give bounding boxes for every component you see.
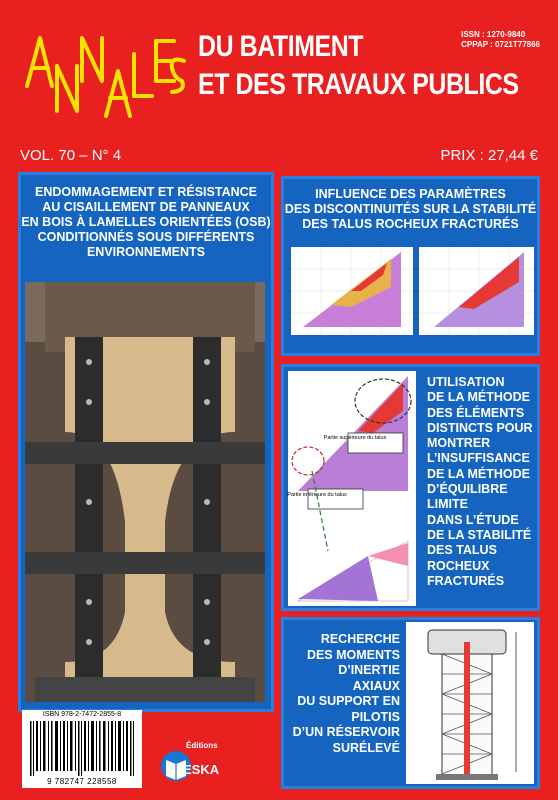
- article-4-line: D’UN RÉSERVOIR: [292, 725, 400, 739]
- article-3-line: L’INSUFFISANCE: [427, 451, 530, 466]
- article-4-line: DU SUPPORT EN PILOTIS: [297, 694, 400, 724]
- photo-illustration: [25, 282, 265, 702]
- article-1-line: CONDITIONNÉS SOUS DIFFÉRENTS: [37, 230, 255, 244]
- article-4-line: DES MOMENTS: [306, 647, 400, 662]
- article-3-line: DES TALUS ROCHEUX: [427, 543, 497, 573]
- article-2-line: INFLUENCE DES PARAMÈTRES: [315, 187, 506, 201]
- article-panel-3: [281, 364, 540, 611]
- article-2-title: [284, 187, 537, 232]
- article-4-line: RECHERCHE: [320, 632, 400, 646]
- article-1-line: ENDOMMAGEMENT ET RÉSISTANCE: [35, 185, 257, 199]
- distinct-elements-diagram: [288, 371, 416, 606]
- issn-line-2: CPPAP : 0721T77866: [461, 40, 540, 49]
- article-4-line: SURÉLEVÉ: [332, 740, 400, 755]
- article-3-line: DE LA MÉTHODE: [427, 390, 531, 405]
- article-4-line: D’INERTIE AXIAUX: [338, 663, 400, 693]
- article-panel-2: [281, 176, 540, 356]
- article-3-line: D’ÉQUILIBRE LIMITE: [427, 482, 508, 512]
- elevated-reservoir-diagram: [406, 622, 534, 784]
- article-3-line: DES ÉLÉMENTS: [427, 405, 525, 420]
- article-panel-4: [281, 617, 540, 789]
- article-2-line: DES DISCONTINUITÉS SUR LA STABILITÉ: [284, 202, 537, 216]
- slope-model-2-image: [419, 247, 534, 335]
- article-3-line: FRACTURÉS: [427, 573, 505, 588]
- article-1-line: AU CISAILLEMENT DE PANNEAUX: [42, 200, 250, 214]
- article-3-line: DANS L’ÉTUDE: [427, 512, 519, 527]
- barcode-number: 9 782747 228558: [47, 777, 117, 786]
- title-line-1: DU BATIMENT: [198, 30, 364, 63]
- price: PRIX : 27,44 €: [440, 147, 538, 164]
- logo-text: ANNALES: [22, 120, 27, 121]
- barcode-bars: [30, 721, 134, 776]
- article-3-line: DE LA MÉTHODE: [427, 466, 531, 481]
- article-3-line: MONTRER: [427, 436, 491, 451]
- volume-number: VOL. 70 – N° 4: [20, 147, 122, 164]
- article-4-title: [288, 632, 400, 756]
- lower-slope-label: Partie inférieure du talus: [287, 492, 347, 498]
- article-3-line: UTILISATION: [427, 375, 505, 389]
- article-2-line: DES TALUS ROCHEUX FRACTURÉS: [302, 217, 519, 231]
- annales-logo: [22, 26, 187, 121]
- article-1-line: EN BOIS À LAMELLES ORIENTÉES (OSB): [21, 215, 271, 229]
- issn-line-1: ISSN : 1270-9840: [461, 30, 526, 39]
- article-3-line: DE LA STABILITÉ: [427, 527, 532, 542]
- slope-model-1-image: [291, 247, 413, 335]
- barcode-block: [22, 710, 142, 788]
- osb-test-photo: [25, 282, 265, 702]
- article-1-title: [21, 185, 271, 260]
- upper-slope-label: Partie supérieure du talus: [323, 435, 387, 441]
- publisher-name: ESKA: [183, 762, 220, 777]
- article-3-title: [427, 375, 537, 589]
- article-1-line: ENVIRONNEMENTS: [86, 245, 206, 259]
- issn-block: [461, 30, 540, 50]
- title-line-2: ET DES TRAVAUX PUBLICS: [198, 68, 519, 101]
- article-3-line: DISTINCTS POUR: [427, 420, 533, 435]
- publisher-prefix: Éditions: [186, 741, 218, 750]
- isbn-text: ISBN 978-2-7472-2855-8: [42, 711, 122, 718]
